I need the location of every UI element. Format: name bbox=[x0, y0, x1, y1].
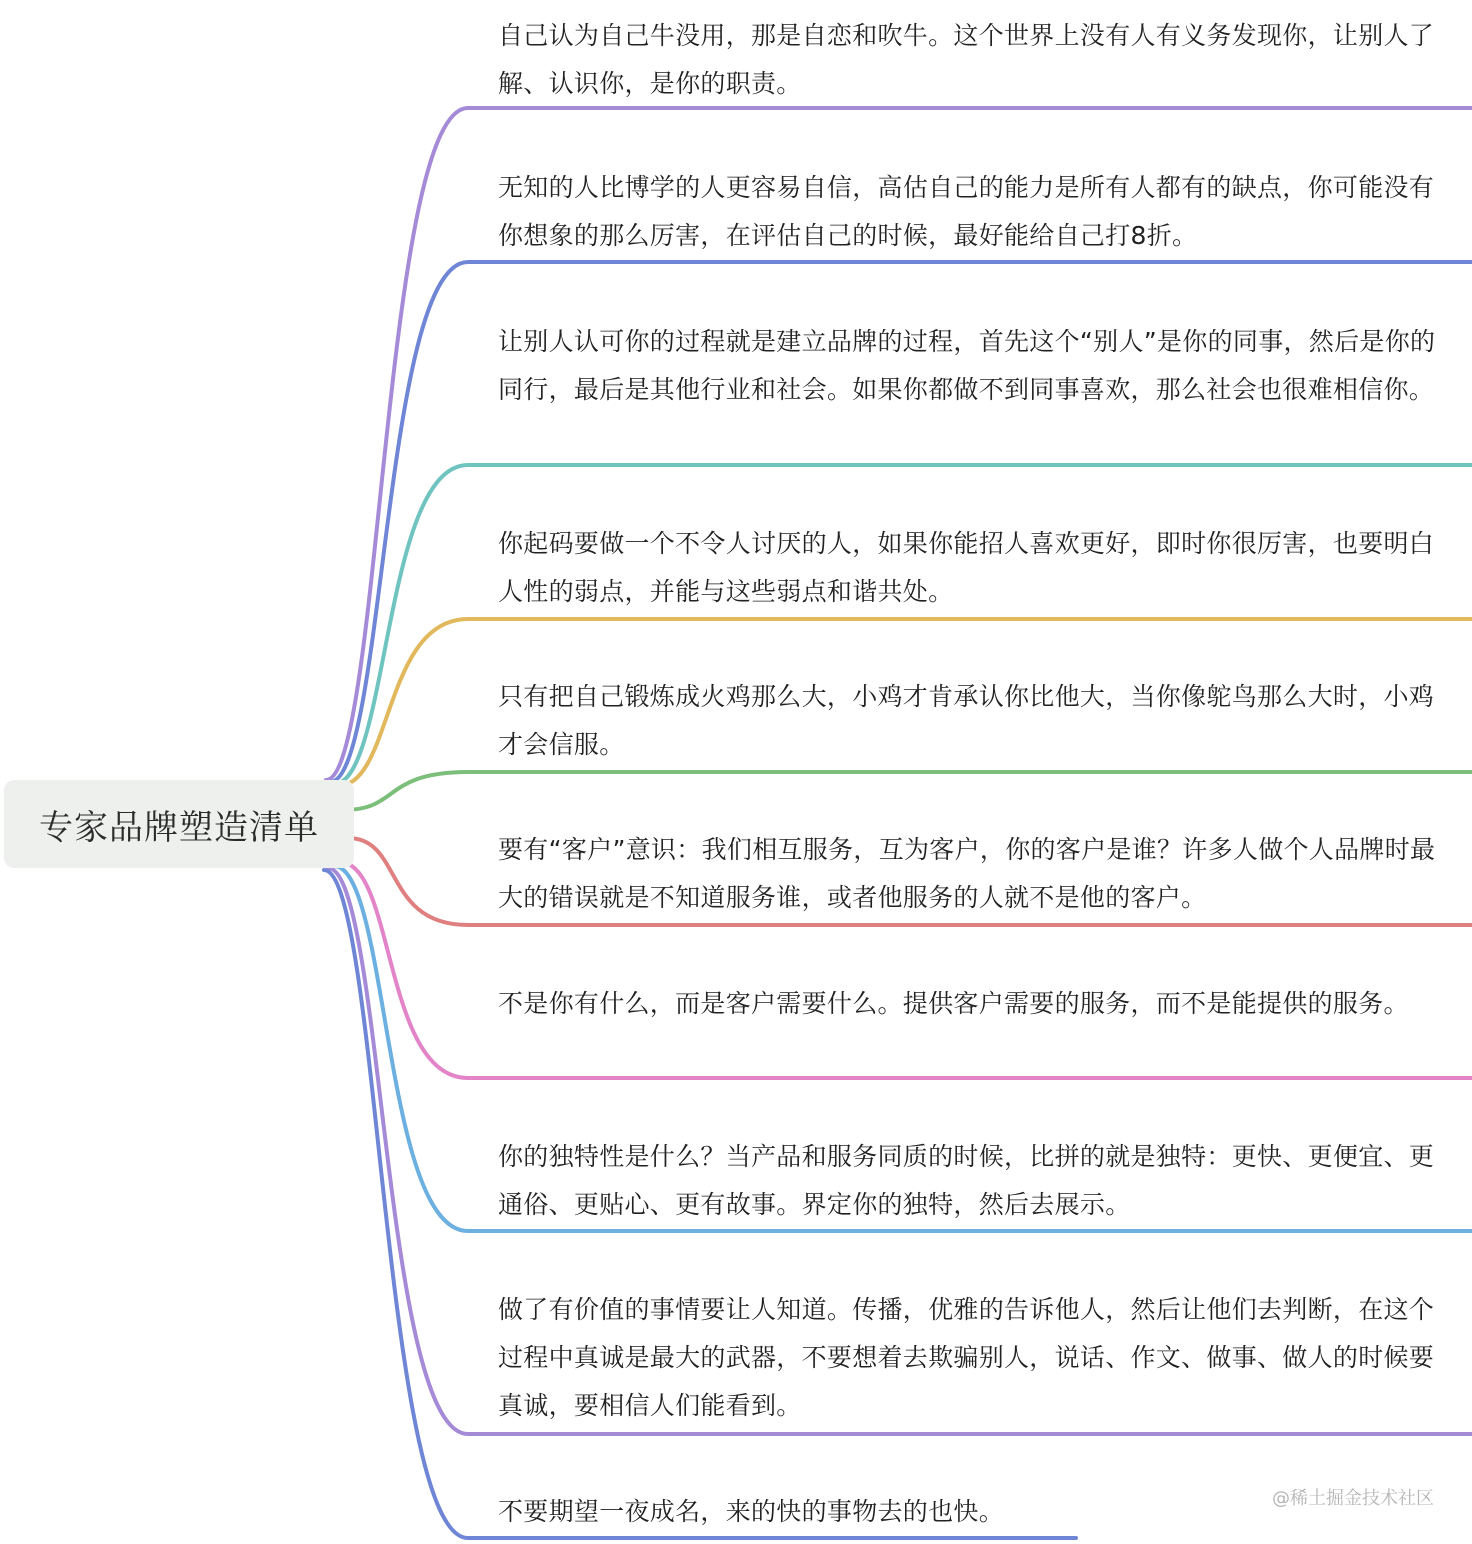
root-label: 专家品牌塑造清单 bbox=[39, 807, 319, 848]
branch-node-1[interactable]: 自己认为自己牛没用，那是自恋和吹牛。这个世界上没有人有义务发现你，让别人了解、认识你，是你的职责。 bbox=[498, 21, 1435, 98]
branch-node-2[interactable]: 无知的人比博学的人更容易自信，高估自己的能力是所有人都有的缺点，你可能没有你想象的那么厉害，在评估自己的时候，最好能给自己打8折。 bbox=[498, 173, 1435, 250]
branch-node-9[interactable]: 做了有价值的事情要让人知道。传播，优雅的告诉他人，然后让他们去判断，在这个过程中真诚是最大的武器，不要想着去欺骗别人，说话、作文、做事、做人的时候要真诚，要相信人们能看到。 bbox=[498, 1295, 1435, 1420]
branch-node-8[interactable]: 你的独特性是什么？当产品和服务同质的时候，比拼的就是独特：更快、更便宜、更通俗、更贴心、更有故事。界定你的独特，然后去展示。 bbox=[498, 1142, 1435, 1219]
branch-node-7[interactable]: 不是你有什么，而是客户需要什么。提供客户需要的服务，而不是能提供的服务。 bbox=[498, 989, 1409, 1018]
branch-node-5[interactable]: 只有把自己锻炼成火鸡那么大，小鸡才肯承认你比他大，当你像鸵鸟那么大时，小鸡才会信服。 bbox=[498, 682, 1435, 759]
branch-node-6[interactable]: 要有“客户”意识：我们相互服务，互为客户，你的客户是谁？许多人做个人品牌时最大的错误就是不知道服务谁，或者他服务的人就不是他的客户。 bbox=[498, 835, 1436, 912]
branch-node-4[interactable]: 你起码要做一个不令人讨厌的人，如果你能招人喜欢更好，即时你很厉害，也要明白人性的弱点，并能与这些弱点和谐共处。 bbox=[498, 529, 1435, 606]
watermark: @稀土掘金技术社区 bbox=[1272, 1488, 1434, 1509]
branch-node-10[interactable]: 不要期望一夜成名，来的快的事物去的也快。 bbox=[498, 1497, 1005, 1526]
branch-node-3[interactable]: 让别人认可你的过程就是建立品牌的过程，首先这个“别人”是你的同事，然后是你的同行，最后是其他行业和社会。如果你都做不到同事喜欢，那么社会也很难相信你。 bbox=[498, 327, 1436, 404]
root-node[interactable] bbox=[4, 780, 354, 868]
branch-connector-5 bbox=[344, 772, 1472, 810]
